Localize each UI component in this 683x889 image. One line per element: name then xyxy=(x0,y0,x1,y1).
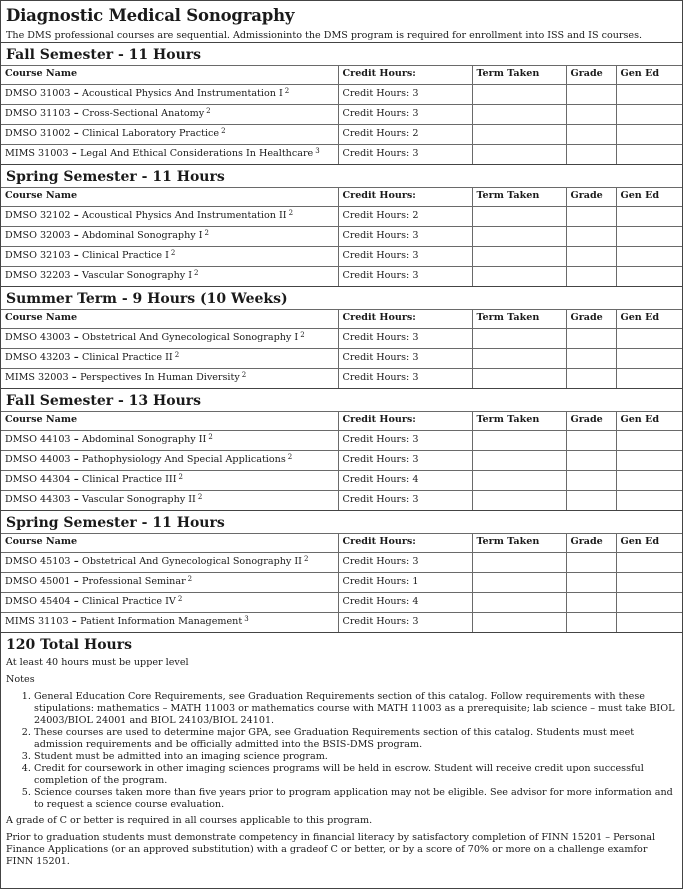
credit-hours-header: Credit Hours: xyxy=(338,188,472,207)
gen-ed-cell xyxy=(616,613,682,633)
term-taken-cell xyxy=(472,207,566,227)
course-title[interactable]: Obstetrical And Gynecological Sonography II xyxy=(82,556,302,567)
term-taken-cell xyxy=(472,125,566,145)
grade-cell xyxy=(566,267,616,287)
semester-section xyxy=(1,510,682,632)
course-cell xyxy=(1,247,338,267)
gen-ed-cell xyxy=(616,329,682,349)
course-name-header: Course Name xyxy=(1,66,338,85)
table-header-row xyxy=(1,310,682,329)
semester-section xyxy=(1,388,682,510)
intro-text: The DMS professional courses are sequential. Admissioninto the DMS program is required for enrollment into ISS and IS courses. xyxy=(6,30,643,41)
table-row xyxy=(1,573,682,593)
footnote-ref: 2 xyxy=(204,229,209,237)
course-cell xyxy=(1,593,338,613)
course-title[interactable]: Cross-Sectional Anatomy xyxy=(82,108,205,119)
course-cell xyxy=(1,613,338,633)
grade-header: Grade xyxy=(566,188,616,207)
grade-cell xyxy=(566,85,616,105)
table-row xyxy=(1,227,682,247)
table-row xyxy=(1,329,682,349)
semester-heading: Fall Semester - 13 Hours xyxy=(6,393,202,409)
gen-ed-cell xyxy=(616,85,682,105)
course-separator: – xyxy=(70,474,83,485)
semester-section xyxy=(1,286,682,388)
credit-hours-cell: Credit Hours: 3 xyxy=(338,451,472,471)
course-title[interactable]: Vascular Sonography I xyxy=(82,270,193,281)
course-separator: – xyxy=(70,576,83,587)
credit-hours-cell: Credit Hours: 1 xyxy=(338,573,472,593)
gen-ed-header: Gen Ed xyxy=(616,66,682,85)
term-taken-cell xyxy=(472,471,566,491)
grade-header: Grade xyxy=(566,66,616,85)
semester-heading: Summer Term - 9 Hours (10 Weeks) xyxy=(6,291,288,307)
upper-level-note: At least 40 hours must be upper level xyxy=(6,657,189,668)
table-row xyxy=(1,613,682,633)
course-title[interactable]: Abdominal Sonography I xyxy=(82,230,203,241)
table-row xyxy=(1,431,682,451)
credit-hours-cell: Credit Hours: 3 xyxy=(338,227,472,247)
grade-cell xyxy=(566,329,616,349)
course-separator: – xyxy=(70,230,83,241)
course-table xyxy=(1,187,682,286)
course-table xyxy=(1,65,682,164)
grade-cell xyxy=(566,451,616,471)
course-separator: – xyxy=(70,210,83,221)
course-title[interactable]: Patient Information Management xyxy=(80,616,243,627)
footnote-ref: 2 xyxy=(241,371,247,379)
course-table xyxy=(1,411,682,510)
semester-section xyxy=(1,164,682,286)
course-code[interactable]: DMSO 32103 xyxy=(5,250,71,261)
course-code[interactable]: DMSO 43203 xyxy=(5,352,71,363)
course-title[interactable]: Clinical Practice IV xyxy=(82,596,176,607)
table-header-row xyxy=(1,534,682,553)
semester-list xyxy=(1,42,682,632)
table-row xyxy=(1,207,682,227)
gen-ed-header: Gen Ed xyxy=(616,310,682,329)
table-row xyxy=(1,593,682,613)
table-row xyxy=(1,553,682,573)
gen-ed-header: Gen Ed xyxy=(616,188,682,207)
financial-literacy-requirement: Prior to graduation students must demonstrate competency in financial literacy by satisfactory completion of FINN 15201 – Personal Finance Applications (or an approved substitution) with a gradeof C or better, or by a score of 70% or more on a challenge examfor FINN 15201. xyxy=(6,832,656,867)
course-separator: – xyxy=(70,108,83,119)
course-title[interactable]: Clinical Practice III xyxy=(82,474,177,485)
credit-hours-cell: Credit Hours: 3 xyxy=(338,85,472,105)
course-cell xyxy=(1,431,338,451)
course-name-header: Course Name xyxy=(1,188,338,207)
course-separator: – xyxy=(70,88,83,99)
footnote-ref: 2 xyxy=(197,493,203,501)
grade-header: Grade xyxy=(566,412,616,431)
footnote-ref: 3 xyxy=(244,615,249,623)
credit-hours-header: Credit Hours: xyxy=(338,534,472,553)
course-title[interactable]: Acoustical Physics And Instrumentation II xyxy=(82,210,287,221)
course-separator: – xyxy=(70,434,83,445)
term-taken-cell xyxy=(472,491,566,511)
table-row xyxy=(1,451,682,471)
footnote-ref: 2 xyxy=(177,595,183,603)
course-separator: – xyxy=(70,494,83,505)
course-code[interactable]: DMSO 45404 xyxy=(5,596,71,607)
gen-ed-cell xyxy=(616,247,682,267)
grade-cell xyxy=(566,227,616,247)
course-name-header: Course Name xyxy=(1,412,338,431)
course-code[interactable]: MIMS 31103 xyxy=(5,616,69,627)
term-taken-cell xyxy=(472,369,566,389)
course-name-header: Course Name xyxy=(1,534,338,553)
term-taken-cell xyxy=(472,267,566,287)
footnote-ref: 2 xyxy=(288,209,294,217)
credit-hours-cell: Credit Hours: 4 xyxy=(338,593,472,613)
credit-hours-cell: Credit Hours: 3 xyxy=(338,491,472,511)
term-taken-header: Term Taken xyxy=(472,412,566,431)
course-cell xyxy=(1,125,338,145)
gen-ed-cell xyxy=(616,145,682,165)
grade-cell xyxy=(566,247,616,267)
course-code[interactable]: DMSO 31003 xyxy=(5,88,71,99)
course-separator: – xyxy=(70,270,83,281)
semester-heading: Spring Semester - 11 Hours xyxy=(6,169,225,185)
grade-cell xyxy=(566,105,616,125)
credit-hours-header: Credit Hours: xyxy=(338,66,472,85)
table-row xyxy=(1,247,682,267)
course-title[interactable]: Clinical Laboratory Practice xyxy=(82,128,220,139)
credit-hours-cell: Credit Hours: 3 xyxy=(338,553,472,573)
gen-ed-cell xyxy=(616,471,682,491)
footnote-ref: 2 xyxy=(208,433,213,441)
table-row xyxy=(1,145,682,165)
gen-ed-cell xyxy=(616,227,682,247)
term-taken-cell xyxy=(472,329,566,349)
footnote-ref: 2 xyxy=(194,269,199,277)
credit-hours-header: Credit Hours: xyxy=(338,310,472,329)
footnote-ref: 2 xyxy=(287,453,293,461)
course-title[interactable]: Abdominal Sonography II xyxy=(82,434,207,445)
gen-ed-cell xyxy=(616,431,682,451)
credit-hours-cell: Credit Hours: 4 xyxy=(338,471,472,491)
term-taken-cell xyxy=(472,553,566,573)
table-header-row xyxy=(1,66,682,85)
course-code[interactable]: DMSO 45103 xyxy=(5,556,71,567)
term-taken-cell xyxy=(472,145,566,165)
course-cell xyxy=(1,105,338,125)
grade-cell xyxy=(566,613,616,633)
course-cell xyxy=(1,349,338,369)
term-taken-cell xyxy=(472,593,566,613)
note-item: 5. Science courses taken more than five years prior to program application may not be eligible. See advisor for more information and to request a science course evaluation. xyxy=(34,787,677,811)
credit-hours-cell: Credit Hours: 3 xyxy=(338,105,472,125)
course-code[interactable]: DMSO 32003 xyxy=(5,230,71,241)
course-code[interactable]: DMSO 44304 xyxy=(5,474,71,485)
table-header-row xyxy=(1,188,682,207)
footnote-ref: 3 xyxy=(315,147,320,155)
credit-hours-cell: Credit Hours: 3 xyxy=(338,145,472,165)
table-row xyxy=(1,349,682,369)
grade-header: Grade xyxy=(566,310,616,329)
footnote-ref: 2 xyxy=(221,127,226,135)
course-separator: – xyxy=(68,372,81,383)
course-separator: – xyxy=(70,332,83,343)
term-taken-header: Term Taken xyxy=(472,534,566,553)
course-cell xyxy=(1,553,338,573)
course-title[interactable]: Vascular Sonography II xyxy=(82,494,196,505)
course-title[interactable]: Clinical Practice II xyxy=(82,352,173,363)
grade-cell xyxy=(566,593,616,613)
table-row xyxy=(1,491,682,511)
gen-ed-cell xyxy=(616,593,682,613)
course-separator: – xyxy=(68,148,81,159)
course-code[interactable]: DMSO 31002 xyxy=(5,128,71,139)
grade-cell xyxy=(566,491,616,511)
table-row xyxy=(1,105,682,125)
term-taken-cell xyxy=(472,431,566,451)
semester-section xyxy=(1,42,682,164)
course-table xyxy=(1,533,682,632)
page-title: Diagnostic Medical Sonography xyxy=(6,6,295,25)
course-cell xyxy=(1,573,338,593)
course-cell xyxy=(1,85,338,105)
course-cell xyxy=(1,207,338,227)
footnote-ref: 2 xyxy=(284,87,290,95)
footnote-ref: 2 xyxy=(206,107,211,115)
footnote-ref: 2 xyxy=(303,555,309,563)
term-taken-cell xyxy=(472,451,566,471)
notes-label: Notes xyxy=(6,674,35,685)
term-taken-cell xyxy=(472,613,566,633)
term-taken-header: Term Taken xyxy=(472,188,566,207)
gen-ed-cell xyxy=(616,349,682,369)
credit-hours-cell: Credit Hours: 3 xyxy=(338,613,472,633)
table-header-row xyxy=(1,412,682,431)
footnote-ref: 2 xyxy=(174,351,180,359)
gen-ed-cell xyxy=(616,207,682,227)
page-header xyxy=(1,1,682,42)
course-cell xyxy=(1,227,338,247)
note-item: 1. General Education Core Requirements, see Graduation Requirements section of this catalog. Follow requirements with these stipulations: mathematics – MATH 11003 or mathematics course with MATH 11003 as a prerequisite; lab science – must take BIOL 24003/BIOL 24001 and BIOL 24103/BIOL 24101. xyxy=(34,691,677,727)
table-row xyxy=(1,267,682,287)
table-row xyxy=(1,85,682,105)
course-code[interactable]: DMSO 45001 xyxy=(5,576,71,587)
course-code[interactable]: DMSO 43003 xyxy=(5,332,71,343)
term-taken-cell xyxy=(472,227,566,247)
note-item: 3. Student must be admitted into an imaging science program. xyxy=(34,751,677,763)
grade-cell xyxy=(566,207,616,227)
table-row xyxy=(1,471,682,491)
course-cell xyxy=(1,451,338,471)
course-cell xyxy=(1,145,338,165)
course-cell xyxy=(1,329,338,349)
note-item: 2. These courses are used to determine major GPA, see Graduation Requirements section of this catalog. Students must meet admission requirements and be officially admitted into the BSIS-DMS program. xyxy=(34,727,677,751)
table-row xyxy=(1,369,682,389)
course-title[interactable]: Clinical Practice I xyxy=(82,250,169,261)
course-title[interactable]: Obstetrical And Gynecological Sonography I xyxy=(82,332,299,343)
notes-list xyxy=(6,691,677,811)
footnote-ref: 2 xyxy=(187,575,193,583)
term-taken-cell xyxy=(472,349,566,369)
grade-cell xyxy=(566,369,616,389)
grade-cell xyxy=(566,145,616,165)
gen-ed-header: Gen Ed xyxy=(616,534,682,553)
course-table xyxy=(1,309,682,388)
course-separator: – xyxy=(70,596,83,607)
term-taken-cell xyxy=(472,247,566,267)
course-separator: – xyxy=(68,616,81,627)
course-cell xyxy=(1,267,338,287)
course-cell xyxy=(1,491,338,511)
gen-ed-cell xyxy=(616,125,682,145)
course-title[interactable]: Professional Seminar xyxy=(82,576,186,587)
grade-cell xyxy=(566,553,616,573)
term-taken-header: Term Taken xyxy=(472,310,566,329)
course-code[interactable]: DMSO 31103 xyxy=(5,108,71,119)
course-separator: – xyxy=(70,250,83,261)
gen-ed-cell xyxy=(616,105,682,125)
term-taken-header: Term Taken xyxy=(472,66,566,85)
gen-ed-cell xyxy=(616,491,682,511)
course-code[interactable]: MIMS 31003 xyxy=(5,148,69,159)
course-separator: – xyxy=(70,454,83,465)
gen-ed-header: Gen Ed xyxy=(616,412,682,431)
note-item: 4. Credit for coursework in other imaging sciences programs will be held in escrow. Student will receive credit upon successful completion of the program. xyxy=(34,763,677,787)
footnote-ref: 2 xyxy=(178,473,183,481)
course-code[interactable]: DMSO 44003 xyxy=(5,454,71,465)
course-code[interactable]: DMSO 32102 xyxy=(5,210,71,221)
term-taken-cell xyxy=(472,105,566,125)
grade-cell xyxy=(566,125,616,145)
gen-ed-cell xyxy=(616,369,682,389)
term-taken-cell xyxy=(472,85,566,105)
course-title[interactable]: Legal And Ethical Considerations In Healthcare xyxy=(80,148,314,159)
credit-hours-cell: Credit Hours: 2 xyxy=(338,125,472,145)
grade-cell xyxy=(566,349,616,369)
footnote-ref: 2 xyxy=(300,331,305,339)
credit-hours-cell: Credit Hours: 3 xyxy=(338,369,472,389)
course-title[interactable]: Acoustical Physics And Instrumentation I xyxy=(82,88,283,99)
gen-ed-cell xyxy=(616,267,682,287)
program-footer xyxy=(1,632,682,868)
course-title[interactable]: Pathophysiology And Special Applications xyxy=(82,454,286,465)
credit-hours-cell: Credit Hours: 3 xyxy=(338,431,472,451)
gen-ed-cell xyxy=(616,573,682,593)
table-row xyxy=(1,125,682,145)
grade-cell xyxy=(566,573,616,593)
credit-hours-cell: Credit Hours: 3 xyxy=(338,349,472,369)
course-name-header: Course Name xyxy=(1,310,338,329)
course-code[interactable]: DMSO 44103 xyxy=(5,434,71,445)
course-code[interactable]: DMSO 32203 xyxy=(5,270,71,281)
grade-requirement: A grade of C or better is required in all courses applicable to this program. xyxy=(6,815,373,826)
total-hours: 120 Total Hours xyxy=(6,637,132,653)
semester-heading: Spring Semester - 11 Hours xyxy=(6,515,225,531)
credit-hours-cell: Credit Hours: 2 xyxy=(338,207,472,227)
credit-hours-header: Credit Hours: xyxy=(338,412,472,431)
course-code[interactable]: DMSO 44303 xyxy=(5,494,71,505)
course-title[interactable]: Perspectives In Human Diversity xyxy=(80,372,240,383)
course-separator: – xyxy=(70,128,83,139)
gen-ed-cell xyxy=(616,553,682,573)
credit-hours-cell: Credit Hours: 3 xyxy=(338,247,472,267)
course-separator: – xyxy=(70,352,83,363)
course-cell xyxy=(1,369,338,389)
course-cell xyxy=(1,471,338,491)
footnote-ref: 2 xyxy=(170,249,176,257)
semester-heading: Fall Semester - 11 Hours xyxy=(6,47,202,63)
credit-hours-cell: Credit Hours: 3 xyxy=(338,329,472,349)
term-taken-cell xyxy=(472,573,566,593)
gen-ed-cell xyxy=(616,451,682,471)
course-separator: – xyxy=(70,556,83,567)
grade-cell xyxy=(566,431,616,451)
grade-header: Grade xyxy=(566,534,616,553)
credit-hours-cell: Credit Hours: 3 xyxy=(338,267,472,287)
course-code[interactable]: MIMS 32003 xyxy=(5,372,69,383)
grade-cell xyxy=(566,471,616,491)
